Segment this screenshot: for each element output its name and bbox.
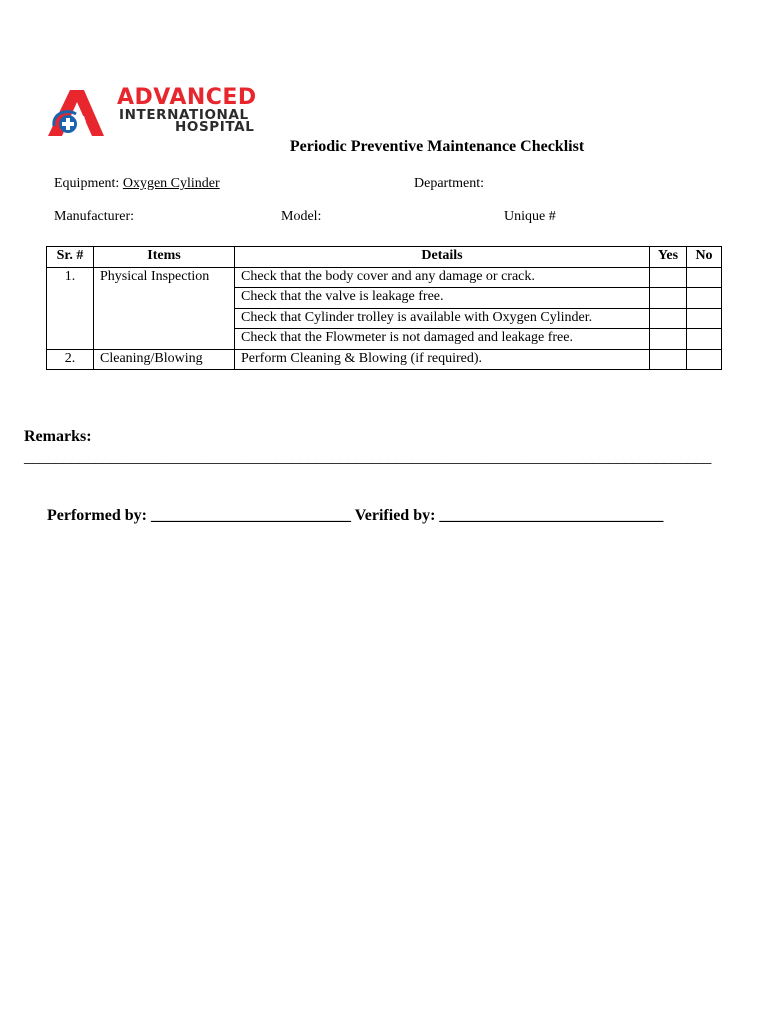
header-no: No (687, 247, 722, 268)
yes-checkbox-cell[interactable] (650, 329, 687, 350)
no-checkbox-cell[interactable] (687, 349, 722, 370)
logo-text-hospital: HOSPITAL (175, 119, 255, 135)
hospital-a-cross-logo-icon (44, 86, 110, 138)
row-detail: Check that the body cover and any damage or crack. (235, 267, 650, 288)
signature-section (47, 507, 663, 525)
header-details: Details (235, 247, 650, 268)
verified-by-label: Verified by: (354, 507, 436, 524)
row-detail: Check that the valve is leakage free. (235, 288, 650, 309)
performed-by-label: Performed by: (47, 507, 147, 524)
verified-by-line[interactable]: ____________________________ (439, 507, 664, 524)
row-detail: Perform Cleaning & Blowing (if required). (235, 349, 650, 370)
remarks-input-line[interactable]: _______________________________________________________________________________________ (24, 449, 712, 466)
no-checkbox-cell[interactable] (687, 267, 722, 288)
logo-text-advanced: ADVANCED (117, 85, 257, 110)
row-sr: 2. (47, 349, 94, 370)
yes-checkbox-cell[interactable] (650, 267, 687, 288)
header-yes: Yes (650, 247, 687, 268)
yes-checkbox-cell[interactable] (650, 308, 687, 329)
equipment-label: Equipment: (54, 176, 123, 191)
equipment-value: Oxygen Cylinder (122, 176, 220, 191)
manufacturer-label: Manufacturer: (54, 209, 135, 224)
no-checkbox-cell[interactable] (687, 308, 722, 329)
equipment-field (54, 176, 220, 192)
header-items: Items (94, 247, 235, 268)
row-item: Physical Inspection (94, 267, 235, 349)
unique-number-label: Unique # (504, 209, 556, 224)
remarks-label: Remarks: (24, 428, 92, 445)
checklist-table (46, 246, 722, 370)
yes-checkbox-cell[interactable] (650, 349, 687, 370)
table-row (47, 267, 722, 288)
hospital-logo (44, 86, 284, 138)
model-label: Model: (281, 209, 322, 224)
document-title: Periodic Preventive Maintenance Checklist (289, 138, 585, 155)
no-checkbox-cell[interactable] (687, 329, 722, 350)
yes-checkbox-cell[interactable] (650, 288, 687, 309)
logo-text-international: INTERNATIONAL (119, 107, 249, 123)
table-row (47, 349, 722, 370)
row-sr: 1. (47, 267, 94, 349)
row-detail: Check that the Flowmeter is not damaged and leakage free. (235, 329, 650, 350)
table-header-row (47, 247, 722, 268)
row-item: Cleaning/Blowing (94, 349, 235, 370)
row-detail: Check that Cylinder trolley is available with Oxygen Cylinder. (235, 308, 650, 329)
header-sr: Sr. # (47, 247, 94, 268)
performed-by-line[interactable]: _________________________ (150, 507, 351, 524)
department-label: Department: (414, 176, 484, 191)
no-checkbox-cell[interactable] (687, 288, 722, 309)
